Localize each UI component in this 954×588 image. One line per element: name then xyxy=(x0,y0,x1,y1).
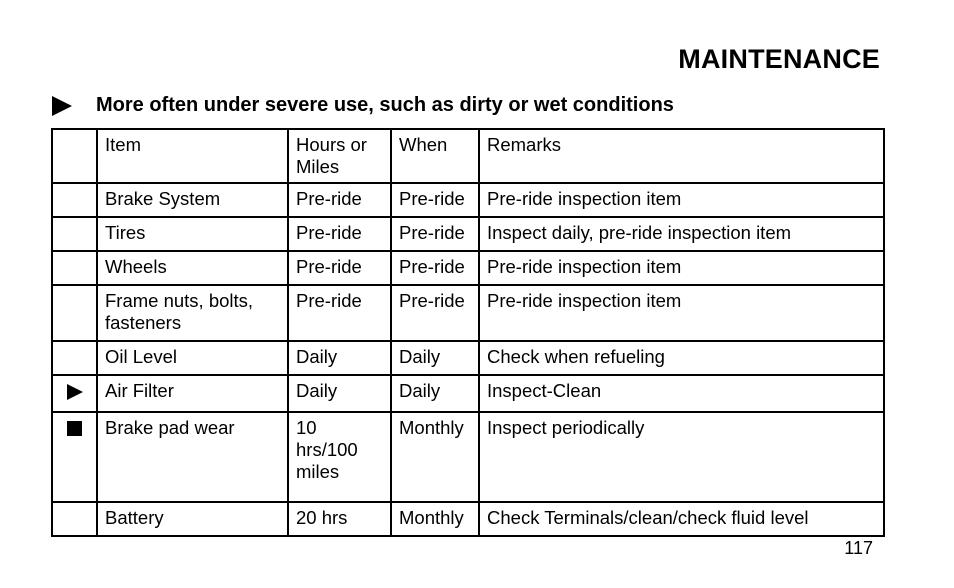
cell-hours: Daily xyxy=(288,341,391,375)
triangle-right-icon xyxy=(52,96,72,116)
square-icon xyxy=(67,421,82,436)
cell-remarks: Check Terminals/clean/check fluid level xyxy=(479,502,884,536)
cell-remarks: Check when refueling xyxy=(479,341,884,375)
table-row xyxy=(52,285,884,341)
severe-use-note-text: More often under severe use, such as dirty or wet conditions xyxy=(96,94,674,116)
cell-item: Wheels xyxy=(97,251,288,285)
table-row xyxy=(52,375,884,412)
cell-when: Monthly xyxy=(391,412,479,502)
row-mark-cell xyxy=(52,251,97,285)
table-row xyxy=(52,341,884,375)
cell-when: Pre-ride xyxy=(391,285,479,341)
cell-hours: Pre-ride xyxy=(288,183,391,217)
cell-hours: Pre-ride xyxy=(288,285,391,341)
row-mark-cell xyxy=(52,412,97,502)
cell-hours xyxy=(288,412,391,502)
row-mark-cell xyxy=(52,217,97,251)
severe-use-note xyxy=(52,94,674,117)
table-row xyxy=(52,217,884,251)
cell-remarks: Pre-ride inspection item xyxy=(479,285,884,341)
cell-remarks: Inspect daily, pre-ride inspection item xyxy=(479,217,884,251)
cell-hours-text: 10 hrs/100 miles xyxy=(296,417,358,482)
table-row xyxy=(52,502,884,536)
cell-item: Air Filter xyxy=(97,375,288,412)
page-title: MAINTENANCE xyxy=(678,44,880,74)
table-row xyxy=(52,183,884,217)
row-mark-cell xyxy=(52,285,97,341)
cell-remarks: Pre-ride inspection item xyxy=(479,251,884,285)
row-mark-cell xyxy=(52,502,97,536)
header-item: Item xyxy=(97,129,288,183)
cell-when: Pre-ride xyxy=(391,217,479,251)
cell-item xyxy=(97,285,288,341)
row-mark-cell xyxy=(52,341,97,375)
cell-item: Brake System xyxy=(97,183,288,217)
row-mark-cell xyxy=(52,183,97,217)
cell-item: Oil Level xyxy=(97,341,288,375)
maintenance-table xyxy=(51,128,885,537)
cell-hours: 20 hrs xyxy=(288,502,391,536)
cell-hours: Pre-ride xyxy=(288,217,391,251)
table-header-row xyxy=(52,129,884,183)
header-mark-cell xyxy=(52,129,97,183)
cell-item: Battery xyxy=(97,502,288,536)
triangle-right-icon xyxy=(67,384,83,400)
cell-remarks: Inspect periodically xyxy=(479,412,884,502)
cell-item-text: Frame nuts, bolts, fasteners xyxy=(105,290,254,333)
header-remarks: Remarks xyxy=(479,129,884,183)
cell-remarks: Inspect-Clean xyxy=(479,375,884,412)
cell-when: Pre-ride xyxy=(391,183,479,217)
table-row xyxy=(52,412,884,502)
cell-when: Daily xyxy=(391,375,479,412)
cell-when: Daily xyxy=(391,341,479,375)
cell-when: Monthly xyxy=(391,502,479,536)
cell-hours: Pre-ride xyxy=(288,251,391,285)
cell-item: Tires xyxy=(97,217,288,251)
cell-hours: Daily xyxy=(288,375,391,412)
cell-remarks: Pre-ride inspection item xyxy=(479,183,884,217)
row-mark-cell xyxy=(52,375,97,412)
header-when: When xyxy=(391,129,479,183)
cell-when: Pre-ride xyxy=(391,251,479,285)
page-number: 117 xyxy=(844,538,873,558)
cell-item: Brake pad wear xyxy=(97,412,288,502)
header-hours-text: Hours or Miles xyxy=(296,134,367,177)
table-row xyxy=(52,251,884,285)
header-hours-or-miles xyxy=(288,129,391,183)
